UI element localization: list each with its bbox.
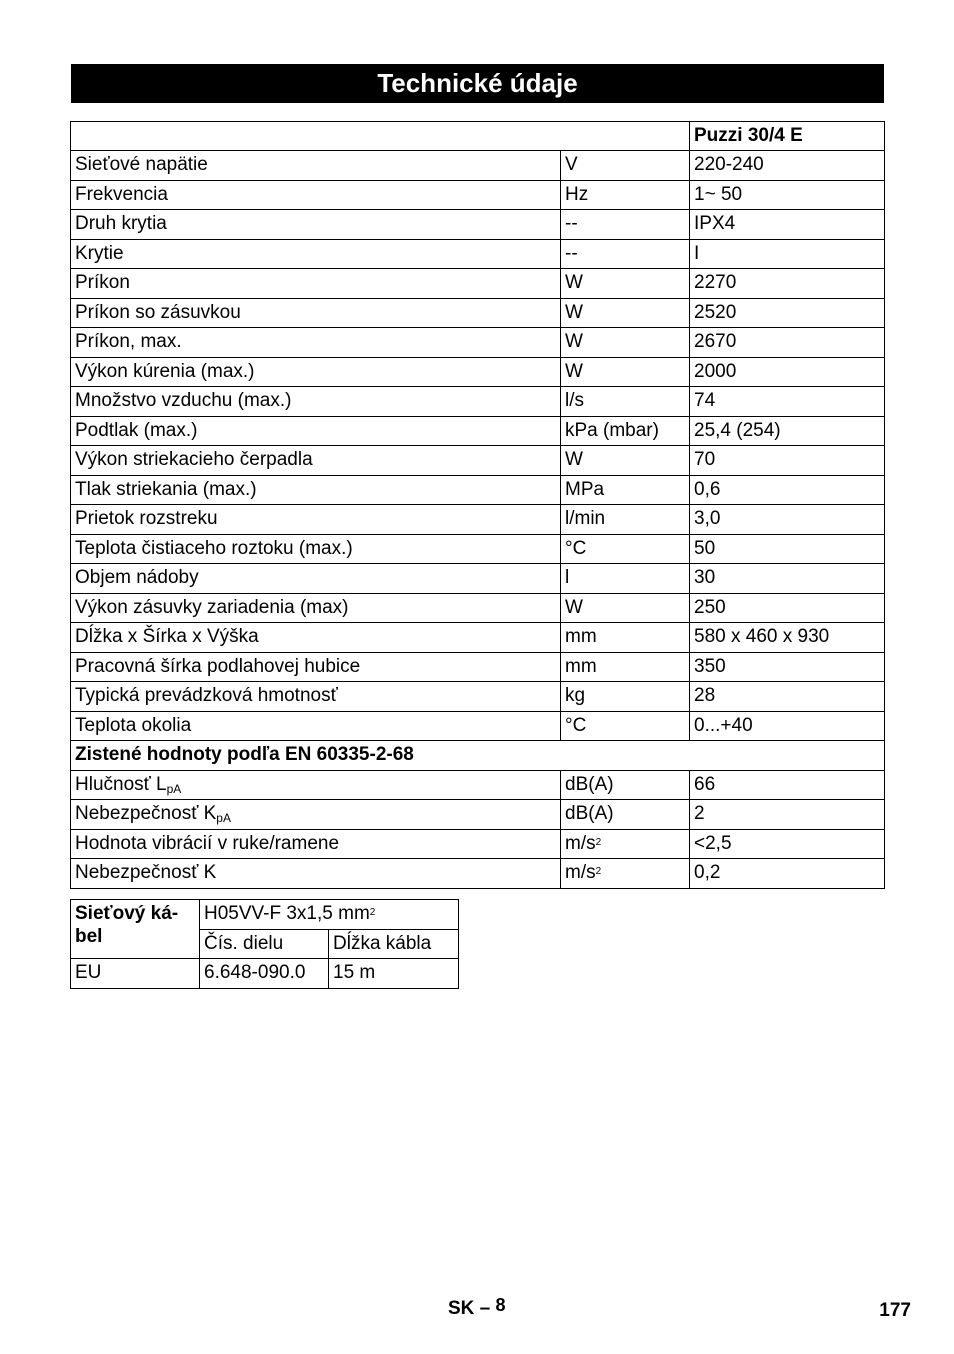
spec-value: 2670 bbox=[690, 328, 885, 358]
measured-row bbox=[71, 859, 885, 889]
spec-label: Výkon kúrenia (max.) bbox=[71, 357, 561, 387]
spec-value: 28 bbox=[690, 682, 885, 712]
spec-row bbox=[71, 475, 885, 505]
cable-part-number: 6.648-090.0 bbox=[200, 959, 329, 989]
measured-unit bbox=[561, 770, 690, 800]
footer-section-page: 8 bbox=[495, 1295, 506, 1315]
measured-label bbox=[71, 859, 561, 889]
spec-unit: MPa bbox=[561, 475, 690, 505]
spec-unit: W bbox=[561, 269, 690, 299]
spec-row bbox=[71, 593, 885, 623]
spec-unit: V bbox=[561, 151, 690, 181]
measured-unit bbox=[561, 829, 690, 859]
spec-value: 0...+40 bbox=[690, 711, 885, 741]
spec-value: 2000 bbox=[690, 357, 885, 387]
measured-unit-text: dB(A) bbox=[565, 773, 614, 795]
spec-row bbox=[71, 298, 885, 328]
measured-label bbox=[71, 800, 561, 830]
spec-value: 3,0 bbox=[690, 505, 885, 535]
spec-label: Frekvencia bbox=[71, 180, 561, 210]
measured-label-text: Hlučnosť L bbox=[75, 773, 167, 795]
spec-label: Pracovná šírka podlahovej hubice bbox=[71, 652, 561, 682]
measured-row bbox=[71, 829, 885, 859]
spec-row bbox=[71, 357, 885, 387]
specs-header-row bbox=[71, 122, 885, 151]
spec-unit: W bbox=[561, 298, 690, 328]
spec-row bbox=[71, 534, 885, 564]
measured-unit-text: m/s bbox=[565, 862, 596, 884]
spec-label: Výkon zásuvky zariadenia (max) bbox=[71, 593, 561, 623]
spec-label: Tlak striekania (max.) bbox=[71, 475, 561, 505]
measured-value: <2,5 bbox=[690, 829, 885, 859]
spec-label: Výkon striekacieho čerpadla bbox=[71, 446, 561, 476]
spec-row bbox=[71, 387, 885, 417]
model-name: Puzzi 30/4 E bbox=[690, 122, 885, 151]
spec-row bbox=[71, 711, 885, 741]
spec-value: 30 bbox=[690, 564, 885, 594]
spec-value: 220-240 bbox=[690, 151, 885, 181]
spec-unit: kPa (mbar) bbox=[561, 416, 690, 446]
cable-col-length: Dĺžka kábla bbox=[329, 929, 459, 959]
footer-section-label bbox=[448, 1295, 506, 1320]
spec-value: 1~ 50 bbox=[690, 180, 885, 210]
measured-unit-sup: 2 bbox=[595, 836, 602, 848]
measured-value: 2 bbox=[690, 800, 885, 830]
spec-unit: l/min bbox=[561, 505, 690, 535]
spec-value: IPX4 bbox=[690, 210, 885, 240]
spec-row bbox=[71, 682, 885, 712]
cable-header-row bbox=[71, 900, 459, 930]
spec-unit: W bbox=[561, 446, 690, 476]
spec-unit: °C bbox=[561, 711, 690, 741]
spec-value: 74 bbox=[690, 387, 885, 417]
spec-row bbox=[71, 446, 885, 476]
spec-row bbox=[71, 151, 885, 181]
measured-label-text: Nebezpečnosť K bbox=[75, 862, 217, 884]
spec-label: Teplota čistiaceho roztoku (max.) bbox=[71, 534, 561, 564]
spec-value: 580 x 460 x 930 bbox=[690, 623, 885, 653]
spec-unit: l bbox=[561, 564, 690, 594]
spec-label: Množstvo vzduchu (max.) bbox=[71, 387, 561, 417]
footer-lang: SK – bbox=[448, 1298, 491, 1319]
cable-region: EU bbox=[71, 959, 200, 989]
footer-page-number: 177 bbox=[879, 1300, 911, 1321]
spec-row bbox=[71, 505, 885, 535]
spec-label: Príkon, max. bbox=[71, 328, 561, 358]
measured-section-row bbox=[71, 741, 885, 771]
spec-value: 0,6 bbox=[690, 475, 885, 505]
spec-unit: °C bbox=[561, 534, 690, 564]
spec-unit: l/s bbox=[561, 387, 690, 417]
spec-row bbox=[71, 210, 885, 240]
spec-unit: -- bbox=[561, 239, 690, 269]
spec-value: I bbox=[690, 239, 885, 269]
measured-unit bbox=[561, 859, 690, 889]
measured-unit-sup: 2 bbox=[595, 866, 602, 878]
spec-row bbox=[71, 269, 885, 299]
measured-label bbox=[71, 829, 561, 859]
page-title: Technické údaje bbox=[71, 64, 884, 103]
cable-type bbox=[200, 900, 459, 930]
spec-label: Prietok rozstreku bbox=[71, 505, 561, 535]
measured-value: 66 bbox=[690, 770, 885, 800]
cable-table bbox=[70, 899, 459, 989]
spec-label: Príkon so zásuvkou bbox=[71, 298, 561, 328]
spec-label: Teplota okolia bbox=[71, 711, 561, 741]
spec-unit: W bbox=[561, 593, 690, 623]
spec-value: 2270 bbox=[690, 269, 885, 299]
spec-value: 2520 bbox=[690, 298, 885, 328]
spec-label: Objem nádoby bbox=[71, 564, 561, 594]
spec-unit: mm bbox=[561, 623, 690, 653]
measured-label-text: Nebezpečnosť K bbox=[75, 803, 217, 825]
measured-label-sub: pA bbox=[216, 811, 231, 826]
spec-unit: Hz bbox=[561, 180, 690, 210]
spec-row bbox=[71, 239, 885, 269]
measured-label bbox=[71, 770, 561, 800]
spec-label: Druh krytia bbox=[71, 210, 561, 240]
cable-type-text: H05VV-F 3x1,5 mm bbox=[204, 903, 370, 925]
measured-row bbox=[71, 770, 885, 800]
spec-label: Príkon bbox=[71, 269, 561, 299]
spec-label: Krytie bbox=[71, 239, 561, 269]
spec-label: Dĺžka x Šírka x Výška bbox=[71, 623, 561, 653]
spec-label: Podtlak (max.) bbox=[71, 416, 561, 446]
measured-unit bbox=[561, 800, 690, 830]
spec-row bbox=[71, 328, 885, 358]
spec-unit: W bbox=[561, 328, 690, 358]
spec-value: 25,4 (254) bbox=[690, 416, 885, 446]
measured-row bbox=[71, 800, 885, 830]
spec-label: Sieťové napätie bbox=[71, 151, 561, 181]
cable-length: 15 m bbox=[329, 959, 459, 989]
measured-section-title: Zistené hodnoty podľa EN 60335-2-68 bbox=[71, 741, 885, 771]
spec-unit: kg bbox=[561, 682, 690, 712]
measured-label-sub: pA bbox=[166, 781, 182, 796]
spec-unit: -- bbox=[561, 210, 690, 240]
cable-type-sup: 2 bbox=[369, 907, 376, 919]
spec-row bbox=[71, 623, 885, 653]
spec-unit: mm bbox=[561, 652, 690, 682]
spec-unit: W bbox=[561, 357, 690, 387]
spec-row bbox=[71, 416, 885, 446]
specs-table bbox=[70, 121, 885, 889]
measured-unit-text: m/s bbox=[565, 832, 596, 854]
spec-row bbox=[71, 564, 885, 594]
cable-row bbox=[71, 959, 459, 989]
spec-value: 70 bbox=[690, 446, 885, 476]
measured-value: 0,2 bbox=[690, 859, 885, 889]
spec-value: 350 bbox=[690, 652, 885, 682]
spec-row bbox=[71, 652, 885, 682]
measured-unit-text: dB(A) bbox=[565, 803, 614, 825]
spec-value: 250 bbox=[690, 593, 885, 623]
spec-value: 50 bbox=[690, 534, 885, 564]
measured-label-text: Hodnota vibrácií v ruke/ramene bbox=[75, 832, 340, 854]
spec-label: Typická prevádzková hmotnosť bbox=[71, 682, 561, 712]
cable-label: Sieťový ká-bel bbox=[71, 900, 200, 959]
header-empty-cell bbox=[71, 122, 690, 151]
spec-row bbox=[71, 180, 885, 210]
cable-col-part: Čís. dielu bbox=[200, 929, 329, 959]
